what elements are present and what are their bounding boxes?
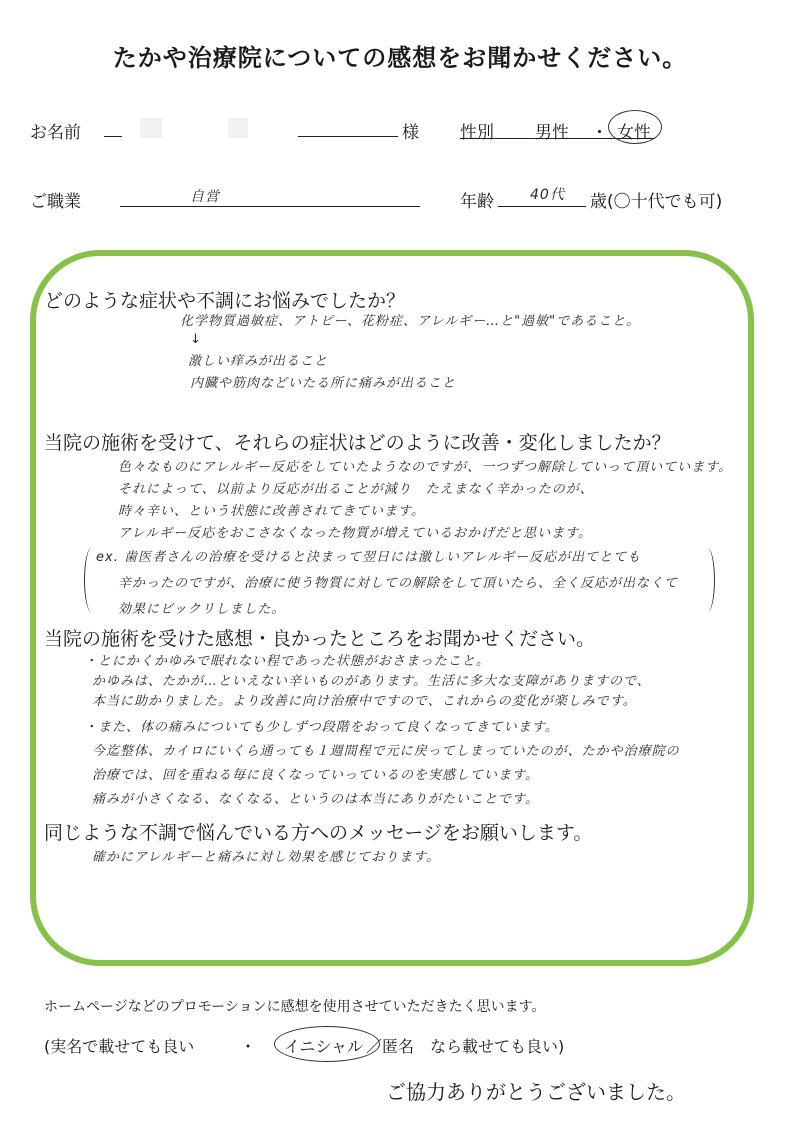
job-label: ご職業 (30, 192, 81, 212)
answer-3-line-3: 本当に助かりました。より改善に向け治療中ですので、これからの変化が楽しみです。 (92, 694, 637, 709)
footer-option-initial: イニシャル (284, 1037, 364, 1056)
footer-notice: ホームページなどのプロモーションに感想を使用させていただきたく思います。 (44, 999, 546, 1015)
job-line (120, 206, 420, 207)
gender-label: 性別 (460, 123, 494, 143)
page-title: たかや治療院についての感想をお聞かせください。 (112, 44, 688, 72)
question-3: 当院の施術を受けた感想・良かったところをお聞かせください。 (44, 628, 596, 650)
answer-2-line-2: それによって、以前より反応が出ることが減り たえまなく辛かったのが、 (118, 482, 594, 497)
name-redaction-2 (228, 118, 248, 138)
answer-3-line-5: 今迄整体、カイロにいくら通っても１週間程で元に戻ってしまっていたのが、たかや治療院の (92, 744, 680, 759)
footer-option-anon: ／匿名 なら載せても良い) (366, 1037, 565, 1056)
answer-3-line-7: 痛みが小さくなる、なくなる、というのは本当にありがたいことです。 (92, 792, 539, 807)
parenthesis-right-mark (700, 548, 715, 612)
answer-1-line-2: ↓ (190, 332, 202, 347)
answer-1-line-1: 化学物質過敏症、アトピー、花粉症、アレルギー…と"過敏"であること。 (180, 314, 641, 329)
footer-option-realname: (実名で載せても良い (44, 1037, 195, 1056)
job-value: 自営 (190, 189, 220, 205)
thanks-message: ご協力ありがとうございました。 (386, 1080, 686, 1104)
answer-2-line-1: 色々なものにアレルギー反応をしていたようなのですが、一つずつ解除していって頂いています。 (118, 460, 733, 475)
age-value: 40代 (530, 187, 565, 203)
initial-circle-mark (274, 1026, 380, 1062)
gender-female: 女性 (617, 123, 651, 143)
age-label: 年齢 (460, 192, 494, 212)
answer-1-line-3: 激しい痒みが出ること (188, 354, 329, 369)
answer-3-line-1: ・とにかくかゆみで眠れない程であった状態がおさまったこと。 (84, 654, 490, 669)
answer-3-line-6: 治療では、回を重ねる毎に良くなっていっているのを実感しています。 (92, 768, 539, 783)
question-2: 当院の施術を受けて、それらの症状はどのように改善・変化しましたか？ (44, 432, 671, 454)
gender-male: 男性 (535, 123, 569, 143)
gender-sep: ・ (591, 123, 608, 143)
answer-3-line-2: かゆみは、たかが…といえない辛いものがあります。生活に多大な支障がありますので、 (92, 674, 651, 689)
answer-2-line-4: アレルギー反応をおこさなくなった物質が増えているおかげだと思います。 (118, 526, 593, 541)
name-redaction (140, 118, 162, 138)
answer-4-line-1: 確かにアレルギーと痛みに対し効果を感じております。 (92, 850, 441, 865)
answer-2-line-3: 時々辛い、という状態に改善されてきています。 (118, 504, 425, 519)
name-line-2 (298, 136, 398, 137)
answer-2-line-6: 辛かったのですが、治療に使う物質に対しての解除をして頂いたら、全く反応が出なくて (118, 576, 679, 591)
answer-1-line-4: 内臓や筋肉などいたる所に痛みが出ること (190, 376, 457, 391)
female-circle-mark (608, 110, 662, 144)
answer-2-line-5: ex. 歯医者さんの治療を受けると決まって翌日には激しいアレルギー反応が出てとても (96, 550, 642, 565)
name-line-1 (104, 136, 122, 137)
age-suffix: 歳(〇十代でも可) (590, 192, 723, 212)
name-suffix: 様 (402, 123, 419, 143)
footer-option-sep: ・ (240, 1037, 257, 1056)
parenthesis-left-mark (84, 548, 99, 612)
name-label: お名前 (30, 123, 81, 143)
answer-3-line-4: ・また、体の痛みについても少しずつ段階をおって良くなってきています。 (84, 720, 559, 735)
answer-2-line-7: 効果にビックリしました。 (118, 602, 286, 617)
question-4: 同じような不調で悩んでいる方へのメッセージをお願いします。 (44, 822, 593, 844)
question-1: どのような症状や不調にお悩みでしたか？ (44, 290, 406, 312)
age-line (498, 206, 586, 207)
